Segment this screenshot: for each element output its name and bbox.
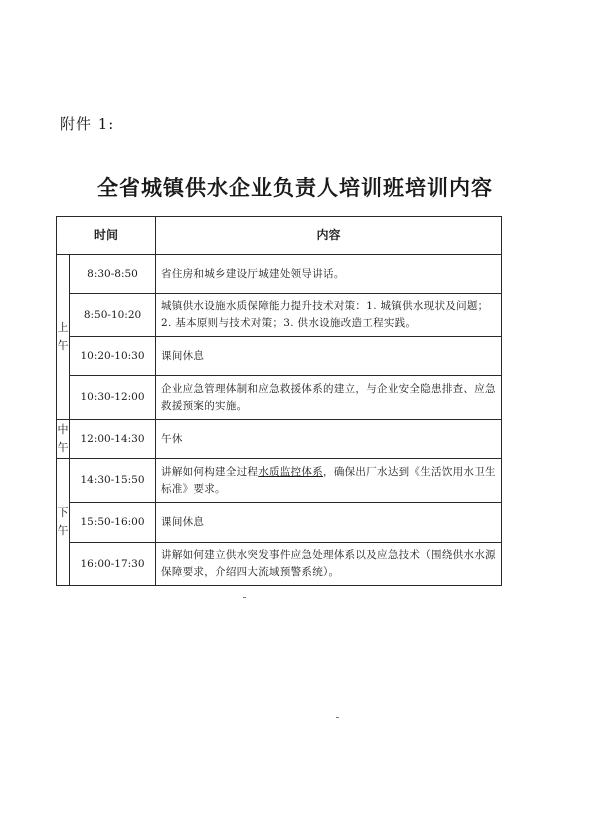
scan-speck (243, 597, 246, 598)
period-char: 下 (57, 506, 69, 519)
underlined-term: 水质监控体系 (258, 465, 324, 478)
header-content: 内容 (156, 217, 502, 255)
table-row (57, 376, 502, 420)
document-title: 全省城镇供水企业负责人培训班培训内容 (97, 175, 493, 200)
content-cell: 省住房和城乡建设厅城建处领导讲话。 (156, 255, 502, 294)
table-row (57, 294, 502, 337)
header-time: 时间 (57, 217, 156, 255)
period-char: 上 (57, 321, 69, 334)
training-schedule-table (56, 216, 502, 586)
content-cell: 午休 (156, 420, 502, 459)
period-morning (57, 255, 70, 420)
content-text: ，确保出厂水达到《生活饮用水卫生标准》要求。 (161, 465, 496, 495)
period-char: 午 (57, 339, 69, 352)
content-text: 讲解如何构建全过程 (161, 465, 259, 478)
content-cell: 城镇供水设施水质保障能力提升技术对策：1. 城镇供水现状及问题；2. 基本原则与技术对策；3. 供水设施改造工程实践。 (156, 294, 502, 337)
table-row (57, 255, 502, 294)
time-cell: 8:30-8:50 (70, 255, 156, 294)
time-cell: 16:00-17:30 (70, 543, 156, 586)
scan-speck (336, 717, 339, 718)
attachment-label: 附件 1: (60, 115, 115, 133)
period-char: 午 (57, 441, 69, 454)
content-cell: 课间休息 (156, 337, 502, 376)
time-cell: 15:50-16:00 (70, 503, 156, 543)
table-row (57, 459, 502, 503)
table-header-row (57, 217, 502, 255)
table-row (57, 337, 502, 376)
content-cell (156, 459, 502, 503)
time-cell: 12:00-14:30 (70, 420, 156, 459)
content-cell: 讲解如何建立供水突发事件应急处理体系以及应急技术（围绕供水水源保障要求，介绍四大流域预警系统）。 (156, 543, 502, 586)
period-char: 中 (57, 423, 69, 436)
period-noon (57, 420, 70, 459)
table-row (57, 503, 502, 543)
time-cell: 14:30-15:50 (70, 459, 156, 503)
content-cell: 企业应急管理体制和应急救援体系的建立，与企业安全隐患排查、应急救援预案的实施。 (156, 376, 502, 420)
table-row (57, 543, 502, 586)
period-char: 午 (57, 524, 69, 537)
time-cell: 10:30-12:00 (70, 376, 156, 420)
content-cell: 课间休息 (156, 503, 502, 543)
period-afternoon (57, 459, 70, 586)
time-cell: 10:20-10:30 (70, 337, 156, 376)
table-row (57, 420, 502, 459)
time-cell: 8:50-10:20 (70, 294, 156, 337)
